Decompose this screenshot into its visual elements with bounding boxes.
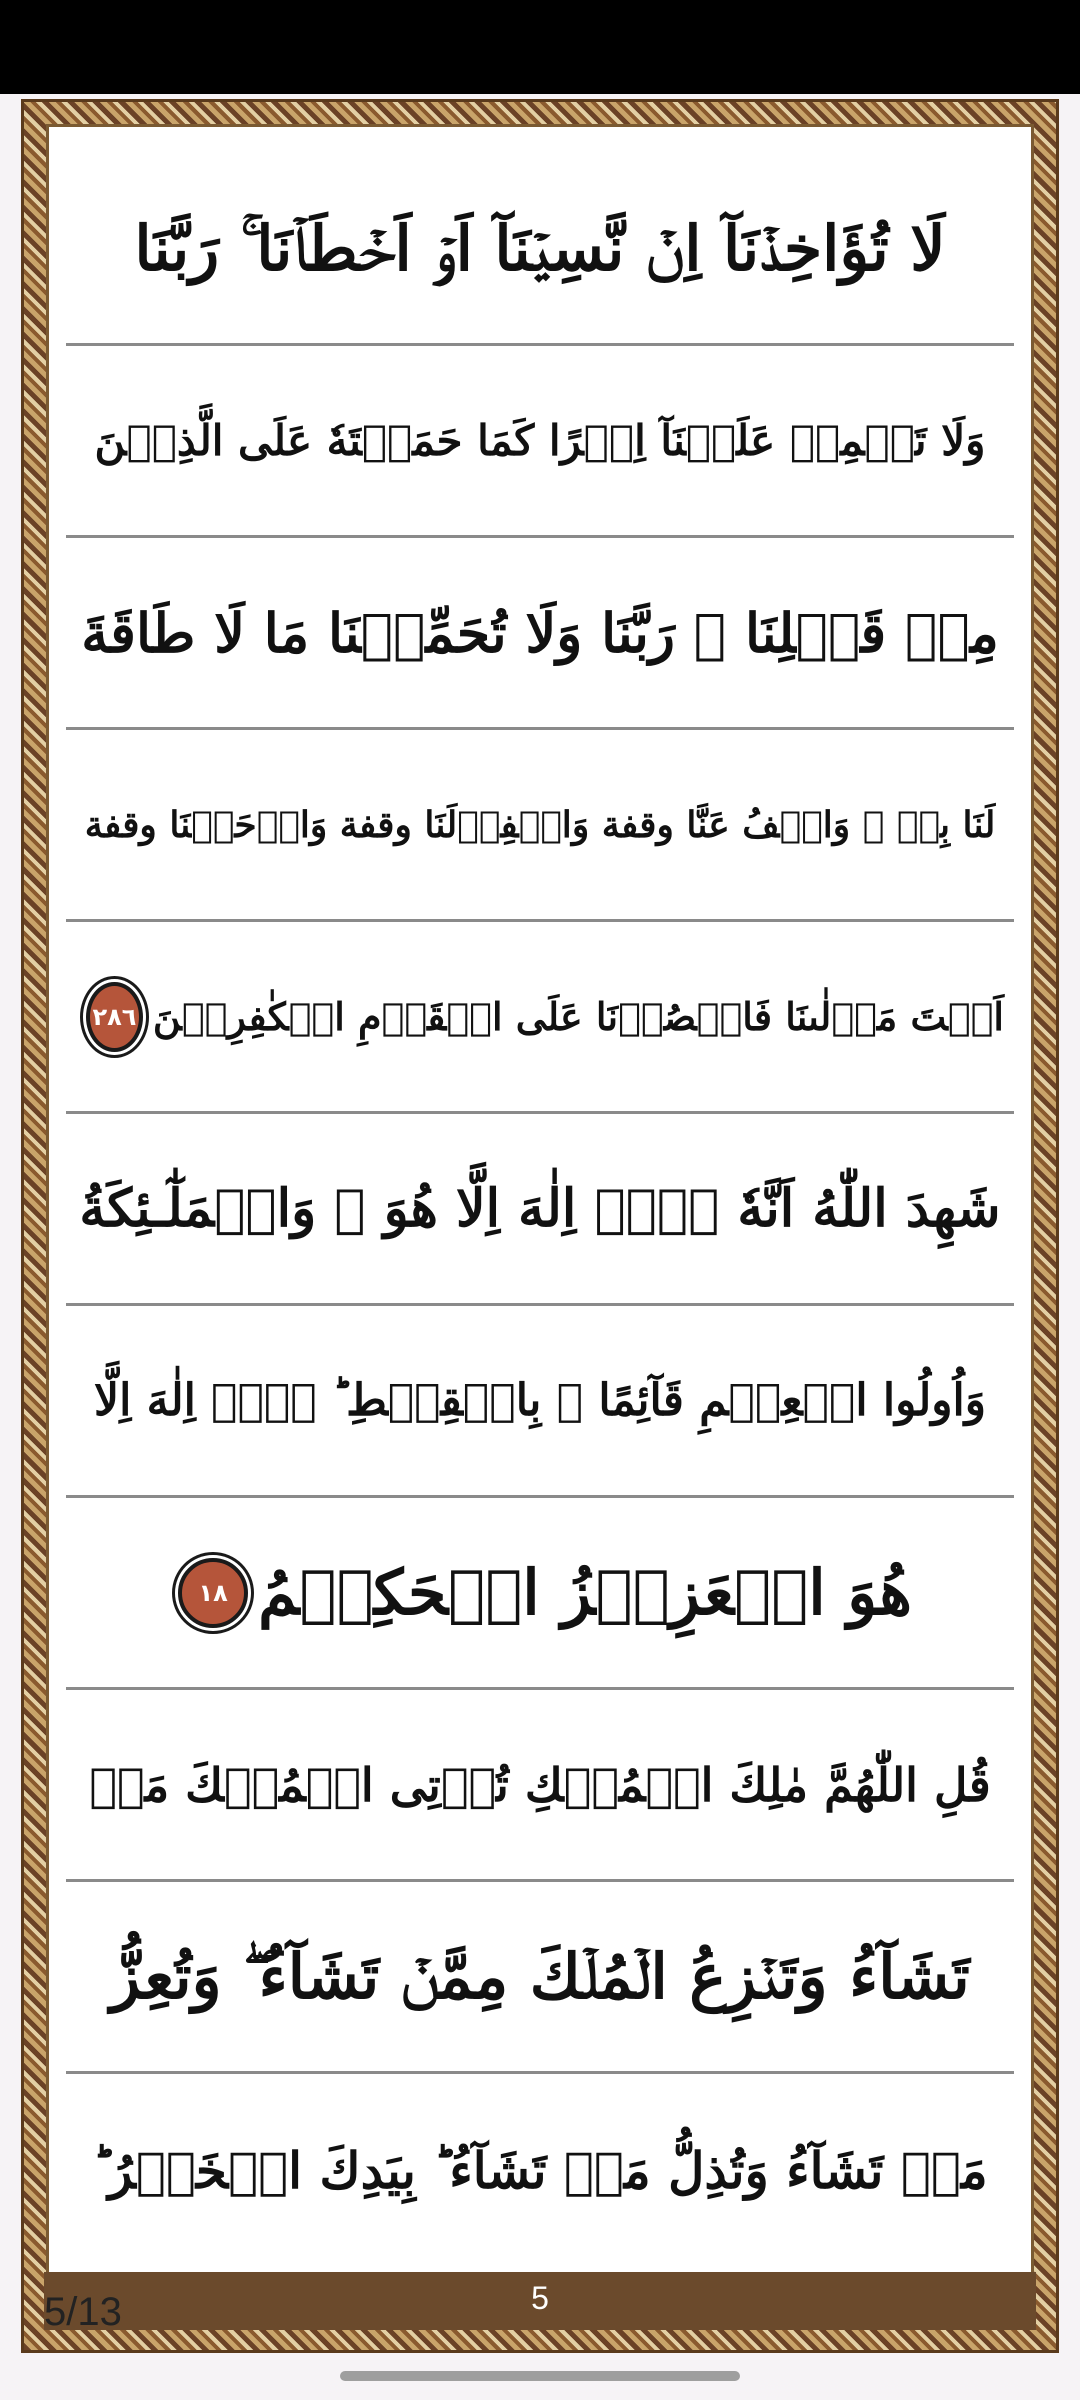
verse-line (66, 2074, 1014, 2266)
verse-line (66, 1498, 1014, 1690)
verse-text: شَهِدَ اللّٰهُ اَنَّهٗ لَاۤ اِلٰهَ اِلَّا هُوَ ۙ وَالۡمَلٰٓـئِكَةُ (79, 1178, 1001, 1239)
verse-text: مِنۡ قَبۡلِنَا ۚ رَبَّنَا وَلَا تُحَمِّلۡنَا مَا لَا طَاقَةَ (81, 600, 999, 665)
verse-text: لَا تُؤَاخِذۡنَآ اِنۡ نَّسِيۡنَآ اَوۡ اَخۡطَاۡنَا ۚ رَبَّنَا (134, 211, 946, 285)
verse-text: تَشَآءُ وَتَنۡزِعُ الۡمُلۡكَ مِمَّنۡ تَشَآءُ ۖ وَتُعِزُّ (110, 1939, 970, 2013)
page-counter: 5/13 (44, 2290, 122, 2334)
verse-line (66, 730, 1014, 922)
verse-text: وَاُولُوا الۡعِلۡمِ قَآئِمًا ۢ بِالۡقِسۡطِ ؕ لَاۤ اِلٰهَ اِلَّا (93, 1375, 987, 1426)
page-footer (44, 2272, 1036, 2330)
status-bar (0, 0, 1080, 94)
verse-line (66, 1114, 1014, 1306)
quran-page[interactable] (24, 102, 1056, 2350)
verse-text: اَنۡتَ مَوۡلٰٮنَا فَانۡصُرۡنَا عَلَى الۡقَوۡمِ الۡكٰفِرِيۡنَ (152, 994, 1004, 1039)
page-viewer[interactable] (0, 94, 1080, 2400)
verse-text: قُلِ اللّٰهُمَّ مٰلِكَ الۡمُلۡكِ تُؤۡتِى الۡمُلۡكَ مَنۡ (89, 1757, 991, 1812)
verse-line (66, 1306, 1014, 1498)
verse-text: مَنۡ تَشَآءُ وَتُذِلُّ مَنۡ تَشَآءُ ؕ بِيَدِكَ الۡخَيۡرُ ؕ (92, 2140, 988, 2200)
verse-text: هُوَ الۡعَزِيۡزُ الۡحَكِيۡمُ (258, 1556, 912, 1629)
verse-lines (66, 154, 1014, 2266)
ayah-number-marker: ٢٨٦ (86, 982, 143, 1052)
verse-line (66, 346, 1014, 538)
ayah-number-marker: ١٨ (178, 1558, 248, 1628)
verse-line (66, 154, 1014, 346)
verse-text: وَلَا تَحۡمِلۡ عَلَيۡنَآ اِصۡرًا كَمَا حَمَلۡتَهٗ عَلَى الَّذِيۡنَ (94, 416, 986, 465)
verse-line (66, 538, 1014, 730)
home-indicator[interactable] (340, 2371, 740, 2381)
verse-text: لَنَا بِهٖ ۚ وَاعۡفُ عَنَّا وقفة وَاغۡفِرۡلَنَا وقفة وَارۡحَمۡنَا وقفة (84, 803, 996, 846)
page-number: 5 (531, 2280, 549, 2316)
verse-line (66, 1690, 1014, 1882)
verse-line (66, 1882, 1014, 2074)
verse-line (66, 922, 1014, 1114)
